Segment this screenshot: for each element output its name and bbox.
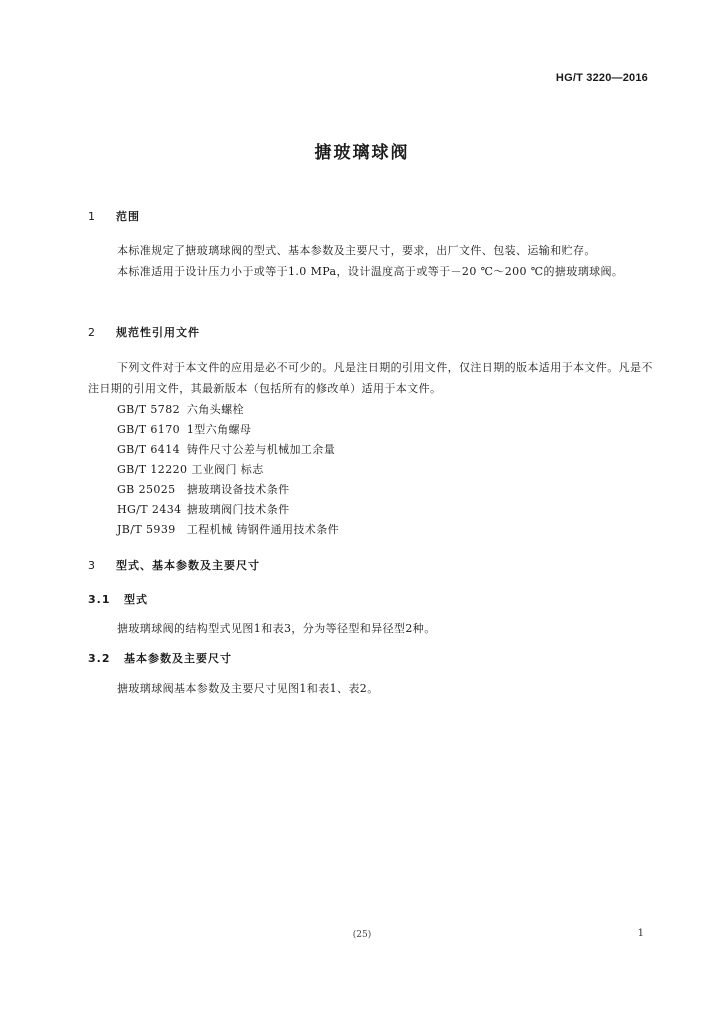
reference-code: GB/T 6170	[117, 423, 181, 436]
footer-sequence: (25)	[352, 930, 372, 940]
section-number: 3.1	[88, 593, 111, 606]
section-number: 1	[88, 210, 96, 223]
section-number: 3.2	[88, 652, 111, 665]
section-1-paragraph-2: 本标准适用于设计压力小于或等于1.0 MPa，设计温度高于或等于－20 ℃～200 ℃的搪玻璃球阀。	[117, 265, 624, 278]
page-title: 搪玻璃球阀	[314, 143, 410, 163]
reference-item	[117, 421, 251, 437]
reference-code: GB/T 6414	[117, 443, 181, 456]
reference-name: 工程机械 铸钢件通用技术条件	[186, 523, 340, 536]
section-2-heading	[88, 324, 200, 340]
reference-item	[117, 401, 244, 417]
section-title: 基本参数及主要尺寸	[124, 652, 232, 665]
reference-name: 搪玻璃阀门技术条件	[186, 503, 290, 516]
reference-code: HG/T 2434	[117, 503, 182, 516]
section-3-1-heading	[88, 591, 148, 607]
reference-item	[117, 441, 335, 457]
reference-code: JB/T 5939	[117, 523, 176, 536]
reference-item	[117, 481, 290, 497]
section-number: 3	[88, 559, 96, 572]
section-title: 型式、基本参数及主要尺寸	[116, 559, 260, 572]
section-3-heading	[88, 557, 260, 573]
reference-name: 铸件尺寸公差与机械加工余量	[186, 443, 336, 456]
section-3-2-paragraph: 搪玻璃球阀基本参数及主要尺寸见图1和表1、表2。	[117, 682, 379, 695]
section-2-paragraph: 下列文件对于本文件的应用是必不可少的。凡是注日期的引用文件，仅注日期的版本适用于本文件。凡是不注日期的引用文件，其最新版本（包括所有的修改单）适用于本文件。	[88, 361, 653, 395]
reference-item	[117, 501, 290, 517]
section-title: 范围	[116, 210, 140, 223]
section-title: 型式	[124, 593, 148, 606]
standard-code: HG/T 3220—2016	[555, 72, 648, 84]
reference-name: 六角头螺栓	[186, 403, 244, 416]
section-3-2-heading	[88, 650, 232, 666]
section-3-1-paragraph: 搪玻璃球阀的结构型式见图1和表3，分为等径型和异径型2种。	[117, 622, 436, 635]
section-number: 2	[88, 326, 96, 339]
reference-code: GB/T 12220	[117, 463, 188, 476]
reference-name: 工业阀门 标志	[191, 463, 264, 476]
page-number: 1	[637, 928, 644, 939]
reference-name: 搪玻璃设备技术条件	[186, 483, 290, 496]
reference-code: GB 25025	[117, 483, 176, 496]
section-title: 规范性引用文件	[116, 326, 200, 339]
reference-code: GB/T 5782	[117, 403, 181, 416]
section-1-paragraph-1: 本标准规定了搪玻璃球阀的型式、基本参数及主要尺寸，要求，出厂文件、包装、运输和贮存。	[117, 244, 596, 257]
reference-item	[117, 521, 339, 537]
reference-name: 1型六角螺母	[186, 423, 252, 436]
section-1-heading	[88, 208, 140, 224]
reference-item	[117, 461, 264, 477]
